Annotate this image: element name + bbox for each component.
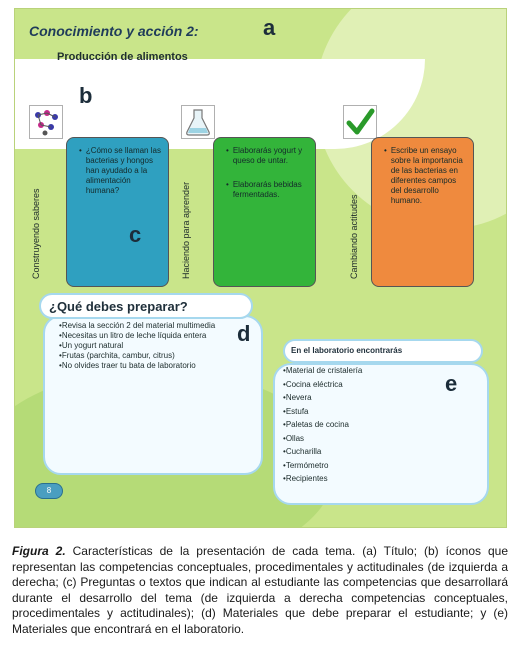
- list-item: •Cocina eléctrica: [283, 379, 343, 389]
- list-item: •Un yogurt natural: [59, 341, 124, 350]
- list-item: •Material de cristalería: [283, 366, 363, 375]
- figure-subtitle: Producción de alimentos: [57, 51, 188, 63]
- molecules-icon: [29, 105, 63, 139]
- list-item: •Revisa la sección 2 del material multimedia: [59, 321, 216, 330]
- list-item: •Nevera: [283, 393, 312, 402]
- list-item: •Paletas de cocina: [283, 420, 349, 429]
- label-d: d: [237, 321, 251, 346]
- competency-card-procedural: [213, 137, 316, 287]
- laboratory-list: [283, 364, 443, 486]
- list-item: • Elaborarás yogurt y queso de untar.: [226, 146, 303, 165]
- competency-label-procedural: Haciendo para aprender: [181, 181, 191, 279]
- caption-label: Figura 2.: [12, 544, 66, 558]
- list-item: •Termómetro: [283, 460, 329, 470]
- prepare-heading: ¿Qué debes preparar?: [39, 293, 253, 319]
- list-item: •No olvides traer tu bata de laboratorio: [59, 361, 196, 370]
- list-item: • Elaborarás bebidas fermentadas.: [226, 180, 302, 199]
- list-item: •Recipientes: [283, 474, 328, 483]
- list-item: • ¿Cómo se llaman las bacterias y hongos han ayudado a la alimentación humana?: [79, 146, 161, 195]
- label-a: a: [263, 15, 276, 40]
- checkmark-icon: [343, 105, 377, 139]
- label-b: b: [79, 83, 93, 108]
- list-item: • Escribe un ensayo sobre la importancia de las bacterias en diferentes campos del desarrollo humano.: [384, 146, 463, 205]
- figure-image: [14, 8, 507, 528]
- competency-card-conceptual: [66, 137, 169, 287]
- competency-label-attitudinal: Cambiando actitudes: [349, 194, 359, 279]
- label-e: e: [445, 371, 458, 396]
- list-item: •Frutas (parchita, cambur, citrus): [59, 351, 175, 360]
- list-item: •Estufa: [283, 406, 309, 416]
- page-number-badge: 8: [35, 483, 63, 499]
- label-c: c: [129, 222, 142, 247]
- flask-icon: [181, 105, 215, 139]
- competency-card-attitudinal: [371, 137, 474, 287]
- caption-text: Características de la presentación de cada tema. (a) Título; (b) íconos que representan las competencias conceptuales, procedimentales y actitudinales (de izquierda a derecha; (c) Preguntas o textos que indican al estudiante las competencias que desarrollará durante el desarrollo del tema (de izquierda a derecha competencias conceptuales, procedimentales y actitudinales); (d) Materiales que debe preparar el estudiante; y (e) Materiales que encontrará en el laboratorio.: [12, 544, 508, 636]
- list-item: •Cucharilla: [283, 447, 322, 456]
- figure-title: Conocimiento y acción 2:: [29, 23, 199, 39]
- figure-caption: [12, 544, 508, 637]
- list-item: •Necesitas un litro de leche líquida entera: [59, 331, 207, 340]
- list-item: •Ollas: [283, 433, 305, 443]
- laboratory-heading: En el laboratorio encontrarás: [283, 339, 483, 363]
- competency-label-conceptual: Construyendo saberes: [31, 188, 41, 279]
- prepare-list: [59, 321, 249, 371]
